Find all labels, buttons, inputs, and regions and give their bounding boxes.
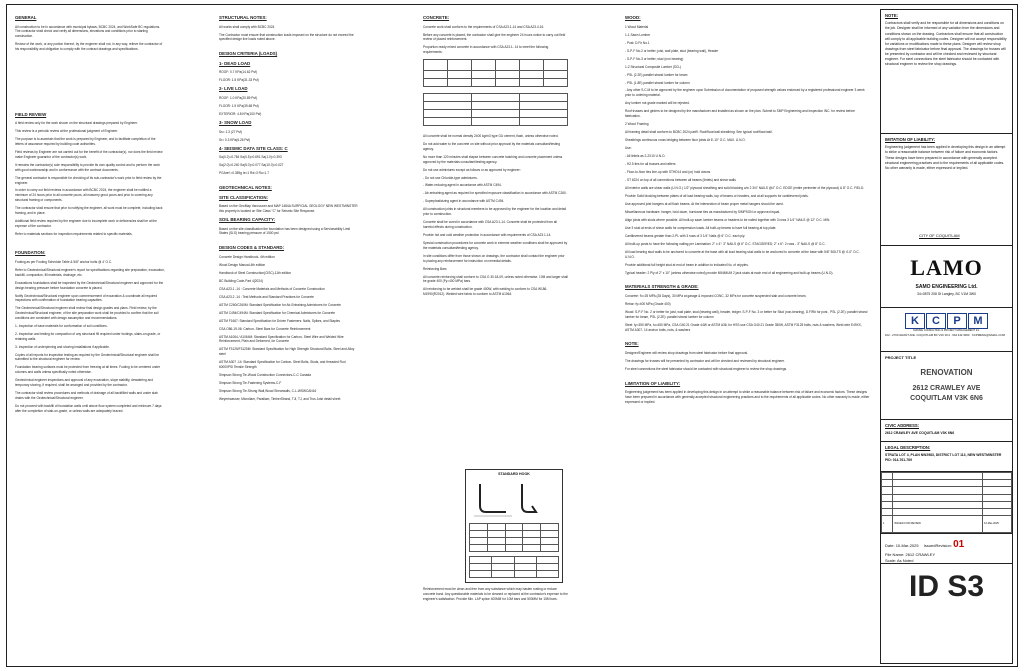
tb-note-text: Contractors shall verify and be responsible for all dimensions and conditions on the job. Designer shall be informed of any variation from the dimensions and conditions shown on the drawing. Contractors shall ensure that all construction will comply to all applicable building codes. Designer will not accept responsibility for variations or modifications made to these plans. Designer will review shop drawings from steel fabricator before final approval. The drawings for trusses will be presented by contractor and will be checked and reviewed by structural engineer. For steel connections the steel fabricator should be contacted with structural engineer to review the shop drawings.: [885, 21, 1007, 67]
wood-para: Use:: [625, 145, 632, 150]
notes2-item: The drawings for trusses will be presented by contractor and will be checked and reviewed by structural engineer.: [625, 358, 785, 363]
wood-para: Roof trusses and girders to be designed by the manufacturer and installed as shown on the plan. Submit to SMP Engineering and Inspection INC. for review before fabrication.: [625, 109, 855, 119]
field-review-para: The purpose is to ascertain that the work is prepared by Engineer, and to facilitate completion of the letters of assurance required by building code authorities.: [15, 137, 156, 147]
foundation-para: The contractor shall review procedures and methods of drainage of all backfilled walls and under slab drains with the Geotechnical/Structural engineer.: [15, 391, 158, 400]
section-design-codes: [219, 245, 359, 402]
date-row: [885, 537, 1008, 552]
tb-note: [881, 10, 1012, 134]
code-item: ASTM F1667: Standard Specification for Driven Fasteners: Nails, Spikes, and Staples: [219, 318, 341, 323]
field-review-para: Field reviews by Engineer are not carried out for the benefit of the contractor(s), nor does the field review make Engineer guarantor of the contractor(s) work.: [15, 150, 163, 159]
seismic-item: Sa(2.0)=0.240 Sa(5.0)=0.077 Sa(10.0)=0.027: [219, 163, 284, 168]
sheet-number: ID S3: [908, 570, 985, 603]
concrete-para: - Superplasticizing agent in accordance with ASTM C494.: [423, 199, 505, 204]
concrete-foot-text: Reinforcement must be clean and free from any substance which may hasten rusting or reduce concrete bond. Any questionable materials to be cleaned or replaced at the contractor's expense to the engineer's satisfaction. Provide Min. LAP splice 400MM for 10M bars and 500MM for 15M bars.: [423, 587, 568, 601]
materials-item: Concrete: f'c=25 MPA (28 Days), 30 MPa at garage & exposed CONC, 32 MPa for concrete suspended slab and concrete beam.: [625, 293, 807, 298]
scale-value: As Noted: [897, 558, 914, 563]
project-address-2: COQUITLAM V3K 6N6: [910, 394, 983, 402]
column-structural: [219, 15, 359, 411]
notes2-item: For steel connections the steel fabricator should be contacted with structural engineer to review the shop drawings.: [625, 366, 787, 371]
scale-row: [885, 558, 1008, 564]
tb-project: [881, 352, 1012, 420]
structural-notes-title: STRUCTURAL NOTES:: [219, 15, 267, 20]
hook-title: STANDARD HOOK: [498, 472, 530, 476]
snow-load-item: Sr= 0.3 KPa(6.26 Psf): [219, 137, 251, 142]
company-logo: LAMO: [910, 255, 983, 280]
concrete-para: - Do not use Chloride-type admixtures.: [423, 175, 478, 180]
tb-consultant: [881, 308, 1012, 352]
code-item: ASTM F3125/F3125M: Standard Specification for High Strength Structural Bolts, Steel and Alloy steel: [219, 347, 355, 357]
code-item: Simpson Strong Tie-Strong Wall,Wood Shearwalls, C-L-WSWCAN16: [219, 388, 317, 393]
design-criteria-title: DESIGN CRITERIA (LOADS): [219, 51, 278, 57]
foundation-title: FOUNDATION:: [15, 250, 46, 256]
concrete-para: - Air-entraining agent as required for specified exposure classification in accordance with ASTM C260.: [423, 191, 567, 196]
section-limitation-mid: [625, 381, 870, 405]
code-item: Handbook of Steel Construction(CISC)-11th edition: [219, 270, 292, 275]
wood-para: Typical header: 2 Ply of 2" x 10" (unless otherwise noted) provide MINIMUM 2 jack studs at each end of all engineering and built-up beams (U.N.O).: [625, 270, 834, 275]
section-notes2: [625, 341, 870, 371]
snow-load-title: 3- SNOW LOAD: [219, 119, 252, 125]
site-class-title: SITE CLASSIFICATION:: [219, 194, 268, 200]
wood-para: - S-P-F No.2 or better; joist, wall plate, stud (bearing wall), Header: [625, 48, 719, 53]
section-foundation: [15, 250, 165, 413]
field-review-para: Additional field review required by the engineer due to incomplete work or deficiencies shall be at the expense of the contractor.: [15, 218, 157, 228]
wood-para: All exterior walls are shear walls (U.N.O.) 1/2" plywood sheathing and solid blocking c/w 2 3/4" NAILS @4" O.C. EDGE (entire perimeter of the plywood) & 8" O.C. FIELD.: [625, 185, 865, 190]
wood-para: - ST 6224 on top of all connections between all beams (lintels) and shear walls: [625, 177, 736, 182]
exposure-table: [423, 93, 568, 126]
section-design-criteria: [219, 51, 359, 176]
foundation-para: Copies of all reports for inspection testing as required by the Geotechnical/Structural engineer shall be submitted to the structural engineer for review.: [15, 352, 160, 362]
code-item: ASTM A1064 / A1064M: Standard Specification for Carbon- Steel Wire and Welded Wire Reinforcement, Plain and Deformed, for Concrete: [219, 334, 344, 344]
column-concrete: [423, 15, 568, 306]
revision-table: [881, 472, 1012, 533]
wood-para: Align joists with studs where possible. All built-up sawn lumber beams or headers to be nailed together with 3 rows 3 1/4" NAILS @ 12" O.C. MIN.: [625, 217, 831, 222]
foundation-para: 1- Inspection of base materials for conformation of soil conditions.: [15, 323, 108, 328]
concrete-para: No more than 120 minutes shall elapse between concrete batching and concrete placement unless approved by the materials consultant/testing agency.: [423, 154, 563, 164]
concrete-para: Do not use admixtures except as follows or as approved by engineer:: [423, 167, 521, 172]
notes2-title: NOTE:: [625, 341, 639, 347]
tb-note-title: NOTE:: [885, 13, 899, 18]
rev-date: 10-Mar-2025: [983, 516, 1012, 533]
concrete-para: Do not add water to the concrete on site without prior approval by the materials consultant/testing agency.: [423, 141, 560, 151]
wood-para: - H2.5 ties for all trusses and rafters: [625, 161, 676, 166]
foundation-para: The Geotechnical/Structural engineer shall review final design grades and plans. Field review, by the Geotechnical/Structural engineer, of the site preparation work shall be provided to confirm that the soil conditions are consistent with design assumption and recommendations.: [15, 306, 159, 320]
file-label: File Name:: [885, 552, 905, 557]
code-item: CSA O86-19-06: Carbon- Steel Bars for Concrete Reinforcement: [219, 326, 311, 331]
company-name: SAMO ENGINEERING Ltd.: [915, 284, 978, 290]
code-item: Simpson Strong Tie-Wood Construction Connectors-C-C Canada: [219, 372, 311, 377]
foundation-para: Do not proceed with backfill of foundation walls until above floor system completed and minimum 7 days after the completion of slab-on-grade, or unless walls are adequately braced.: [15, 403, 162, 413]
dead-load-title: 1- DEAD LOAD: [219, 60, 251, 66]
project-title: RENOVATION: [920, 368, 973, 377]
concrete-para: All concrete reinforcing shall conform to CSA G 30.18-09, unless noted otherwise. 10M and larger shall be grade 400 (Fy=400 MPa) bars.: [423, 274, 568, 284]
column-general: [15, 15, 165, 422]
code-item: CSA A23.2 -14 : Test Methods and Standard Practices for Concrete: [219, 294, 314, 299]
concrete-para: All construction joints in structural members to be approved by the engineer for the location and detail prior to construction.: [423, 207, 566, 217]
concrete-mix-table: [423, 59, 568, 87]
wood-para: Any lumber not grade marked will be rejected.: [625, 101, 690, 106]
materials-item: Rebar: fy=400 MPa (Grade 400): [625, 301, 671, 306]
legal-label: LEGAL DESCRIPTION:: [885, 445, 931, 450]
limitation-mid-text: Engineering judgement has been applied in developing this design in an attempt to strike a reasonable balance between risk of failure and economic factors. These designs have been prepared in accordance with generally accepted structural engineering practices and to the requirements of all applicable codes. No other warranty is made, either expressed or implied.: [625, 390, 870, 404]
concrete-para: All reinforcing to be welded shall be grade 400W, with welding to conform to CSA W186-M1990(R2012). Welded wire fabric to conform to ASTM A1064.: [423, 287, 548, 297]
field-review-title: FIELD REVIEW: [15, 111, 47, 117]
kcpm-address: 102 - 2700 GRANT AVE. COQUITLAM BC V3C 0C4 · 604 442 3063 · KCPMENG@GMAIL.COM: [885, 332, 1005, 337]
section-general: [15, 15, 165, 52]
concrete-para: Reinforcing Bars: [423, 266, 447, 271]
wood-para: - All lintels as 2-2X10 U.N.O.: [625, 153, 666, 158]
section-wood: [625, 15, 870, 275]
live-load-item: ROOF: 1.0 KPa(20.89 Psf): [219, 95, 257, 100]
project-title-label: PROJECT TITLE: [885, 355, 917, 360]
tb-sheet-info: [881, 534, 1012, 564]
wood-para: - PSL (1.8E) parallel strand lumber for column: [625, 80, 690, 85]
concrete-para: In site conditions differ from those shown on drawings, the contractor shall contact the engineer prior to placing any reinforcement for instruction on remedial details.: [423, 253, 565, 263]
project-address-1: 2612 CRAWLEY AVE: [912, 385, 981, 393]
foundation-para: Geotechnical engineer inspections and approval of any excavation, slope stability, dewatering and temporary shoring, if required, shall be arranged and provided by the contractor.: [15, 378, 153, 388]
structural-notes-para: All works shall comply with BCBC 2024: [219, 24, 275, 29]
wood-para: Provide Solid blocking between plates of all load bearing walls, top of beams or headers, and at all supports for cantilevered joists.: [625, 193, 809, 198]
wood-para: All framing detail shall conform to BCBC 2024 part9. Roof/floor/wall sheathing: See typical roof/floor/wall.: [625, 130, 773, 135]
kcpm-letter: M: [968, 313, 988, 329]
date-label: Date:: [885, 543, 895, 548]
wood-para: Provide additional full height stud at end of beam in addition to indicated No. of cripples.: [625, 262, 749, 267]
foundation-para: Notify Geotechnical/Structural engineer upon commencement of excavation & coordinate all required inspections with confirmation of foundation bearing capacities.: [15, 293, 158, 303]
revision-number: 01: [953, 539, 965, 550]
concrete-para: All concrete shall be normal density 2400 kg/m3 type GU cement, flash, unless otherwise noted.: [423, 133, 559, 138]
kcpm-letter: K: [905, 313, 925, 329]
general-para: Review of the work, or any portion thereof, by the engineer shall not, in any way, relieve the contractor of his responsibility and obligation to comply with the contract drawings and specifications.: [15, 42, 163, 51]
kcpm-subtitle: KHIONE CONSULTING & PROJECT MANAGEMENT Inc.: [913, 329, 980, 332]
code-item: Wood Design Manual-4th edition: [219, 262, 266, 267]
foundation-para: Footing as per Footing Schedule Table & 5/8" anchor bolts @ 4' O.C.: [15, 260, 113, 265]
standard-hook-detail: [465, 469, 563, 583]
column-wood: [625, 15, 870, 414]
dead-load-item: ROOF: 0.7 KPa(14.62 Psf): [219, 70, 257, 75]
materials-title: MATERIALS STRENGTH & GRADE:: [625, 284, 699, 290]
foundation-para: Excavations foundations shall be inspected by the Geotechnical/Structural engineer and approved for the design bearing pressure before foundation concrete is placed.: [15, 280, 164, 290]
kcpm-letter: C: [926, 313, 946, 329]
concrete-para: Special construction procedures for concrete work in extreme weather conditions shall be approved by the materials consultant/testing agency.: [423, 240, 568, 250]
field-review-para: It remains the contractor(s) sole responsibility to provide its own quality control and to perform the work with good workmanship and in conformance with the contract documents.: [15, 162, 160, 172]
code-item: ASTM C260/C260M: Standard Specification for Air-Entraining Admixtures for Concrete: [219, 302, 341, 307]
section-concrete: [423, 15, 568, 297]
hook-diagram: [466, 476, 562, 518]
foundation-para: Foundation bearing surfaces must be protected from freezing at all times. Footing to be centered under columns and walls unless specifically noted otherwise.: [15, 365, 161, 375]
limitation-mid-title: LIMITATION OF LIABILITY:: [625, 380, 681, 386]
section-geotech: [219, 185, 359, 236]
wood-para: Miscellaneous hardware: hanger, hold down, hurricane ties as manufactured by SIMPSON or approved equal.: [625, 209, 781, 214]
concrete-para: Before any concrete is placed, the contractor shall give the engineer 24 hours notice to carry out field review of placed reinforcement.: [423, 32, 566, 42]
wood-para: Use 3 stud at ends of shear walls for compression loads. All built-up beams to have full bearing at top plate.: [625, 225, 777, 230]
issued-label: IssuedRevision:: [923, 543, 952, 548]
lap-table: [469, 556, 559, 578]
file-value: 2612 CRAWLEY: [905, 552, 936, 557]
general-title: GENERAL: [15, 15, 37, 20]
field-review-para: A field review only for the work shown on the structural drawings prepared by Engineer.: [15, 121, 138, 126]
company-address: 34=0875 208 St Langley, BC V1M 3W0: [916, 291, 977, 296]
code-item: CSA A23.1 -14 : Concrete Materials and Methods of Concrete Construction: [219, 286, 325, 291]
live-load-title: 2- LIVE LOAD: [219, 86, 248, 92]
tb-civic: [881, 420, 1012, 442]
site-class-text: Based on the GeoMap Vancouver and MAP 1484A SURFICIAL GEOLOGY NEW WESTMINSTER this property is located on Site Class "C" for Seismic Site Response.: [219, 204, 358, 213]
code-item: BC Building Code-Part 4(2024): [219, 278, 263, 283]
date-value: 10-Mar-2025: [895, 543, 919, 548]
wood-title: WOOD:: [625, 15, 641, 20]
materials-item: Steel: fy=350 MPa, fu=450 MPa, CSA G40.21 Grade 44W or ASTM A36; for HSS use CSA G40.21 Grade 350W, ASTM F3125 bolts, nuts & washers, Weld wire E49XX, ASTM A307- 14 anchor bolts, nuts, & washers: [625, 322, 862, 332]
general-para: All construction to be in accordance with municipal bylaws, BCBC 2024, and WorkSafe BC regulations. The contractor shall check and verify all dimensions, elevations and conditions prior to starting construction.: [15, 24, 161, 39]
soil-bearing-title: SOIL BEARING CAPACITY:: [219, 216, 276, 222]
dead-load-item: FLOOR: 1.5 KPa(31.33 Psf): [219, 78, 259, 83]
city-stamp-label: CITY OF COQUITLAM: [919, 233, 960, 238]
wood-para: All built-up posts to have the following nailing per Lamination: 2" x 4": 3" NAILS @ 6" O.C. STAGGERED; 2" x 6": 2 rows - 3" NAILS @ 8" O.C.: [625, 241, 826, 246]
design-codes-title: DESIGN CODES & STANDARD:: [219, 245, 285, 251]
tb-limit-title: IMITATION OF LIABILITY:: [885, 137, 936, 142]
concrete-para: Proportion ready mixed concrete in accordance with CSA A23.1- 14 to meet the following requirements:: [423, 45, 549, 55]
tb-revisions: [881, 472, 1012, 534]
structural-notes-para: The Contractor must ensure that construction loads imposed on the structure do not exceed the specified design live loads noted above.: [219, 32, 354, 42]
wood-para: Use approved joist hangers at all flush beams. At the intersection of beam proper metal hangers should be used.: [625, 201, 784, 206]
soil-bearing-text: Based on the site classification the foundation has been designed using a Serviceability Limit States (SLS) bearing pressure of 1500 psf.: [219, 226, 350, 236]
wood-para: - Any other S.C.M to be approved by the engineer upon Submission of documentation of proposed strength values endorsed by a registered professional engineer 3 week prior to ordering material.: [625, 88, 865, 98]
materials-item: Wood: S-P-F No. 2 or better for joist, wall plate, stud (bearing wall), header, ledger. S-P-F No. 3 or better for Stud (non-bearing), D.FIR# for post , PSL (2.2E): parallel strand lumber for beam, PSL (2.2E): parallel strand lumber for column: [625, 309, 868, 319]
hook-table: [469, 523, 559, 552]
tb-limitation: [881, 134, 1012, 246]
code-item: ASTM C494/C494M: Standard Specification for Chemical Admixtures for Concrete: [219, 310, 336, 315]
concrete-para: - Water-reducing agent in accordance with ASTM C494.: [423, 183, 502, 188]
field-review-para: The general contractor is responsible for checking of its sub-contractor's work prior to field review by the engineer.: [15, 175, 162, 185]
wood-para: - Post: D.Fir No.1: [625, 40, 650, 45]
live-load-item: FLOOR: 1.9 KPa(39.68 Psf): [219, 103, 259, 108]
wood-para: - Floor-to-floor ties line-up with STHD14 and (or) hold downs: [625, 169, 711, 174]
section-structural-notes: [219, 15, 359, 42]
wood-para: Cantilevered beams greater than 2-PL with 3 rows of 3 1/4" Nails @ 6" O.C. each ply.: [625, 233, 746, 238]
seismic-item: PGAref =0.359g Ie=1 Rd=3 Ro=1.7: [219, 171, 269, 176]
field-review-para: Refer to materials sections for inspection requirements related to specific materials.: [15, 231, 133, 236]
concrete-para: Concrete shall be cured in accordance with CSA A23.1-14. Concrete shall be protected from all harmful effects during construction.: [423, 220, 557, 230]
rev-description: ISSUED FOR REVIEW: [893, 516, 983, 533]
field-review-para: The contractor shall ensure that prior to notifying the engineer, all work must be complete, including back framing, and in place.: [15, 206, 163, 215]
section-materials: [625, 284, 870, 332]
foundation-para: 2- Inspection and testing for compaction of any structural fill required under footings, slabs-on-grade, or retaining walls.: [15, 331, 161, 341]
tb-company: [881, 246, 1012, 308]
kcpm-letter: P: [947, 313, 967, 329]
tb-legal: [881, 442, 1012, 472]
wood-para: - S-P-F No.3 or better; stud (non bearing): [625, 56, 684, 61]
wood-para: 1-1 Sawn Lumber: [625, 32, 651, 37]
wood-para: - PSL (2.2E) parallel strand lumber for beam: [625, 72, 688, 77]
foundation-para: Refer to Geotechnical/Structural engineer's report for specifications regarding site preparation, excavation, backfill, compaction, fill materials, drainage, etc.: [15, 268, 165, 277]
wood-para: 2 Wood Framing: [625, 122, 649, 127]
wood-para: Sheathings continuous cross bridging between floor joists At 6'-10" O.C. MAX. U.N.O.: [625, 138, 746, 142]
drawing-sheet: [6, 4, 1018, 667]
wood-para: 1-2 Structural Composite Lumber (SCL): [625, 64, 682, 69]
scale-label: Scale:: [885, 558, 897, 563]
foundation-para: 3- Inspection of underpinning and shoring installations if applicable.: [15, 344, 110, 349]
concrete-para: Provide hot and cold weather protection in accordance with requirements of CSA A23.1-14.: [423, 233, 552, 237]
concrete-foot-note: [423, 587, 568, 605]
wood-para: All load bearing stud walls to be anchored to concrete at the base with all load bearing stud walls to be anchored to concrete at the base with 5/8" BOLTS @ 4'-0" O.C. U.N.O.: [625, 249, 860, 259]
legal-description: STRATA LOT 4, PLAN NW2983, DISTRICT LOT 113, NEW WESTMINSTER PID: 014-761-789: [885, 453, 1002, 463]
rev-number: 1: [882, 516, 893, 533]
concrete-para: Concrete work shall conform to the requirements of CSA A23.1-14 and CSA A23.4-16.: [423, 24, 545, 29]
code-item: Weyerhaeuser, Microllam, Parallam, TimberStrand, TJI, TJ, and Trus Joist detail sheet: [219, 396, 341, 401]
code-item: ASTM A307 -14: Standard Specification for Carbon- Steel Bolts, Studs, and threaded Rod 60000PSI Tensile Strength: [219, 360, 346, 369]
notes2-item: Designer/Engineer will review shop drawings from steel fabricator before final approval.: [625, 350, 748, 355]
civic-label: CIVIC ADDRESS:: [885, 423, 920, 428]
tb-limit-text: Engineering judgement has been applied in developing this design in an attempt to strike a reasonable balance between risk of failure and economic factors. These designs have been prepared in accordance with generally accepted structural engineering practices and to the requirements of all applicable codes. No other warranty is made, either expressed or implied.: [885, 145, 1006, 170]
field-review-para: This review is a periodic review at the professional judgment of Engineer.: [15, 129, 118, 134]
title-block: [880, 9, 1013, 664]
snow-load-item: Ss= 1.3 (27 Psf): [219, 129, 242, 134]
seismic-item: Sa(0.2)=0.784 Sa(0.5)=0.691 Sa(1.0)=0.393: [219, 155, 282, 160]
section-field-review: [15, 112, 165, 237]
concrete-title: CONCRETE:: [423, 15, 450, 20]
field-review-para: In order to carry out field reviews in accordance with BCBC 2024, the engineer shall be notified a minimum of 24 hours prior to all concrete pours, all masonry grout pours and prior to covering any structural framing or components.: [15, 188, 153, 203]
code-item: Concrete Design Handbook- 4th edition: [219, 254, 275, 259]
live-load-item: EXTERIOR: 4.8 KPa(100 Psf): [219, 111, 262, 116]
geotech-title: GEOTECHNICAL NOTES:: [219, 184, 272, 190]
civic-address: 2612 CRAWLEY AVE COQUITLAM V3K 6N6: [885, 431, 955, 436]
code-item: Simpson Strong Tie-Fastening Systems-C-F: [219, 380, 282, 385]
wood-para: 1 Wood Material: [625, 24, 649, 29]
seismic-title: 4- SEISMIC DATA SITE CLASS: C: [219, 145, 288, 151]
kcpm-logo: [885, 313, 1008, 329]
